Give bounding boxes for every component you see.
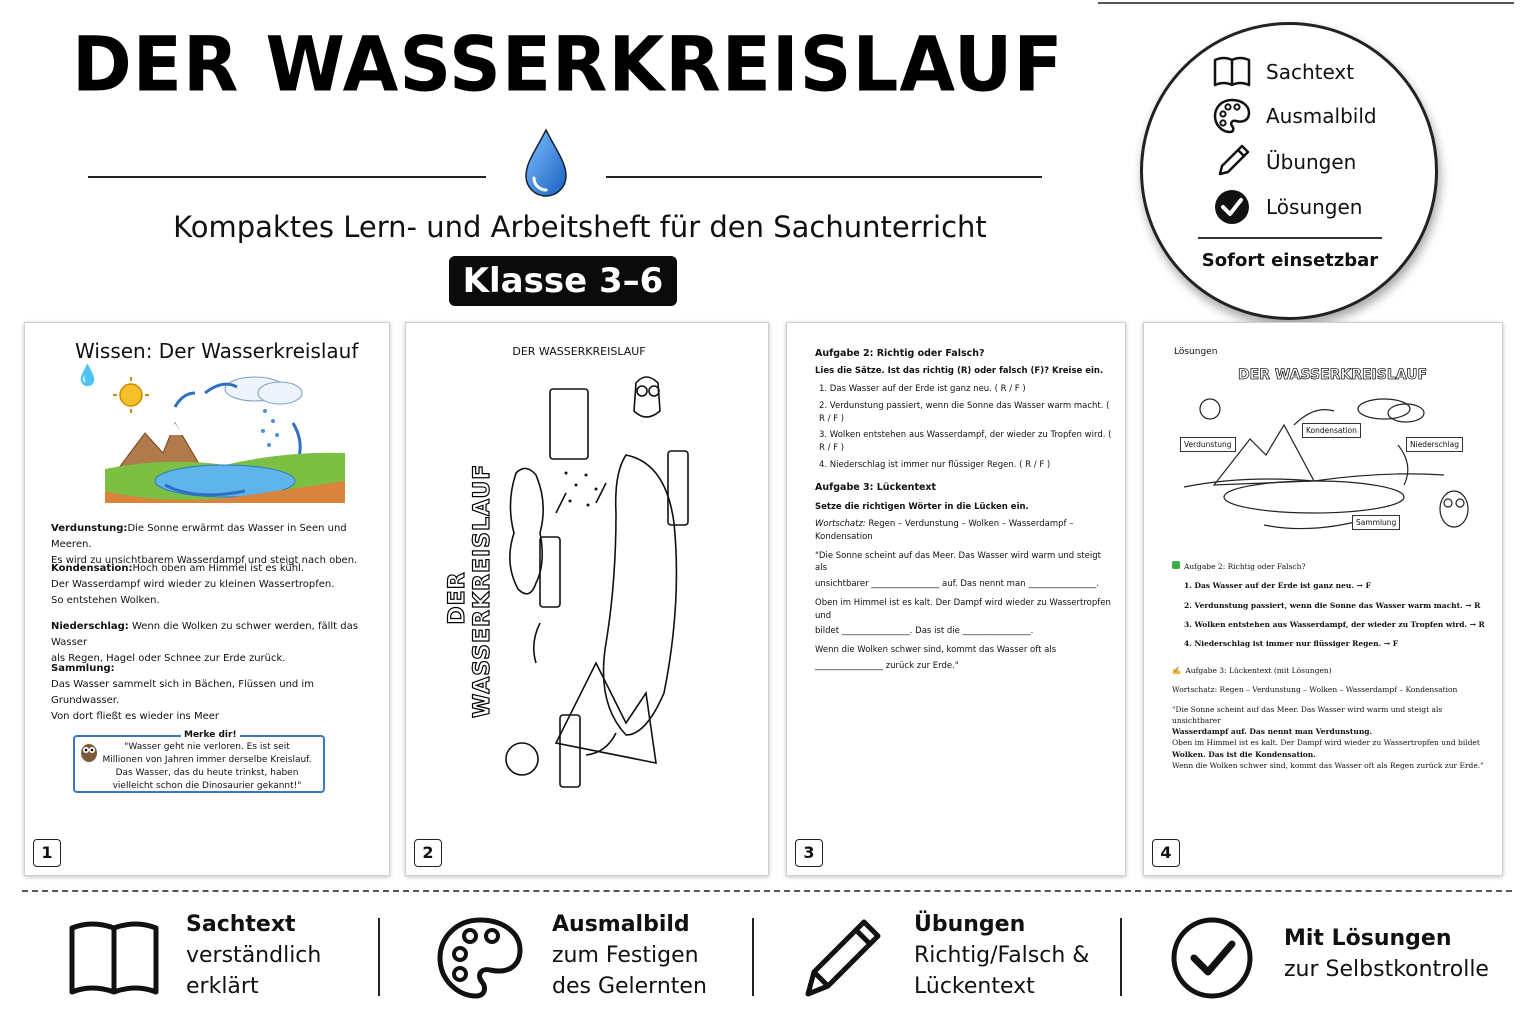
feature-title: Übungen bbox=[914, 912, 1026, 937]
sol-task3-line: Oben im Himmel ist es kalt. Der Dampf wird wieder zu Wassertropfen und bildet bbox=[1172, 738, 1480, 748]
sol-task3-vocab: Wortschatz: Regen – Verdunstung – Wolken – Wasserdampf – Kondensation bbox=[1172, 685, 1458, 695]
grade-badge: Klasse 3–6 bbox=[449, 256, 677, 306]
task3-line: Oben im Himmel ist es kalt. Der Dampf wird wieder zu Wassertropfen und bbox=[815, 597, 1111, 621]
preview-page-2 bbox=[405, 322, 769, 876]
feature-ausmalbild bbox=[432, 910, 707, 1006]
para-verdunstung: Verdunstung:Die Sonne erwärmt das Wasser in Seen und Meeren. Es wird zu unsichtbarem Wasserdampf und steigt nach oben. bbox=[51, 523, 358, 566]
title-rule-left bbox=[88, 176, 486, 178]
task2-block bbox=[815, 347, 1115, 472]
coloring-diagram bbox=[496, 363, 766, 803]
top-rule bbox=[1098, 2, 1514, 4]
merke-line: vielleicht schon die Dinosaurier gekannt!" bbox=[112, 781, 302, 792]
page-number: 3 bbox=[795, 839, 823, 867]
para-kondensation: Kondensation:Hoch oben am Himmel ist es kühl. Der Wasserdampf wird wieder zu kleinen Wassertropfen. So entstehen Wolken. bbox=[51, 563, 335, 606]
palette-icon bbox=[1212, 96, 1252, 136]
merke-box bbox=[73, 730, 325, 793]
tag-verdunstung: Verdunstung bbox=[1180, 437, 1236, 452]
book-icon bbox=[1212, 52, 1252, 92]
preview-page-3 bbox=[786, 322, 1126, 876]
feature-uebungen bbox=[794, 910, 1089, 1006]
para-sammlung: Sammlung: Das Wasser sammelt sich in Bächen, Flüssen und im Grundwasser. Von dort fließt es wieder ins Meer bbox=[51, 663, 314, 722]
seal-item-label: Sachtext bbox=[1266, 60, 1355, 84]
feature-line: zur Selbstkontrolle bbox=[1284, 956, 1489, 982]
page-number: 4 bbox=[1152, 839, 1180, 867]
check-icon bbox=[1164, 910, 1260, 1006]
page-title: DER WASSERKREISLAUF bbox=[72, 19, 1064, 109]
merke-title: Merke dir! bbox=[181, 729, 240, 742]
sol-task2-item: 2. Verdunstung passiert, wenn die Sonne das Wasser warm macht. → R bbox=[1184, 600, 1481, 610]
task3-title: Aufgabe 3: Lückentext bbox=[815, 482, 937, 493]
feature-title: Mit Lösungen bbox=[1284, 926, 1452, 951]
pencil-icon bbox=[1212, 142, 1252, 182]
hand-icon: ✍ bbox=[1172, 666, 1182, 675]
water-cycle-illustration bbox=[105, 373, 345, 503]
merke-line: Millionen von Jahren immer derselbe Kreislauf. bbox=[102, 755, 312, 766]
feature-separator bbox=[1120, 918, 1122, 996]
sol-task3-line: Wolken. Das ist die Kondensation. bbox=[1172, 749, 1316, 759]
feature-title: Sachtext bbox=[186, 912, 296, 937]
seal-footer: Sofort einsetzbar bbox=[1201, 250, 1379, 271]
task3-intro: Setze die richtigen Wörter in die Lücken ein. bbox=[815, 502, 1029, 513]
tag-sammlung: Sammlung bbox=[1352, 515, 1400, 530]
seal-divider bbox=[1198, 237, 1382, 239]
preview-page-4 bbox=[1143, 322, 1503, 876]
book-icon bbox=[66, 910, 162, 1006]
sol-task3-line: Wenn die Wolken schwer sind, kommt das Wasser oft als Regen zurück zur Erde." bbox=[1172, 760, 1484, 770]
seal-item-label: Ausmalbild bbox=[1266, 104, 1377, 128]
merke-line: "Wasser geht nie verloren. Es ist seit bbox=[124, 742, 290, 752]
title-rule-right bbox=[606, 176, 1042, 178]
water-drop-icon bbox=[522, 128, 570, 200]
sol-task3-title: ✍ Aufgabe 3: Lückentext (mit Lösungen) bbox=[1172, 666, 1332, 675]
page1-heading: Wissen: Der Wasserkreislauf 💧 bbox=[75, 339, 359, 387]
task3-line: bildet ________________. Das ist die ________________. bbox=[815, 626, 1034, 637]
sol-task2-item: 1. Das Wasser auf der Erde ist ganz neu. → F bbox=[1184, 581, 1371, 591]
page2-vertical-title: DER WASSERKREISLAUF bbox=[445, 463, 495, 718]
feature-loesungen bbox=[1164, 910, 1489, 1006]
feature-line: Richtig/Falsch & bbox=[914, 942, 1090, 968]
para-niederschlag: Niederschlag: Wenn die Wolken zu schwer werden, fällt das Wasser als Regen, Hagel oder Schnee zur Erde zurück. bbox=[51, 621, 358, 664]
tag-niederschlag: Niederschlag bbox=[1406, 437, 1463, 452]
page-number: 2 bbox=[414, 839, 442, 867]
seal-item-loesungen bbox=[1212, 187, 1362, 227]
seal-item-uebungen bbox=[1212, 142, 1356, 182]
feature-separator bbox=[752, 918, 754, 996]
feature-line: verständlich bbox=[186, 942, 322, 968]
seal-item-ausmalbild bbox=[1212, 96, 1377, 136]
task3-block bbox=[815, 481, 1115, 673]
tag-kondensation: Kondensation bbox=[1302, 423, 1361, 438]
task2-title: Aufgabe 2: Richtig oder Falsch? bbox=[815, 348, 985, 359]
dashed-divider bbox=[22, 890, 1512, 892]
task3-line: "Die Sonne scheint auf das Meer. Das Wasser wird warm und steigt als bbox=[815, 550, 1101, 574]
solutions-diagram bbox=[1184, 385, 1474, 535]
task3-line: ________________ zurück zur Erde." bbox=[815, 660, 959, 671]
task3-line: Wenn die Wolken schwer sind, kommt das Wasser oft als bbox=[815, 645, 1057, 655]
seal-item-sachtext bbox=[1212, 52, 1354, 92]
solutions-label: Lösungen bbox=[1174, 347, 1218, 357]
owl-icon bbox=[79, 741, 99, 763]
feature-line: Lückentext bbox=[914, 973, 1035, 999]
sol-task3-line: Wasserdampf auf. Das nennt man Verdunstung. bbox=[1172, 727, 1373, 736]
sol-task2-item: 4. Niederschlag ist immer nur flüssiger Regen. → F bbox=[1184, 639, 1399, 648]
task2-item: 3. Wolken entstehen aus Wasserdampf, der wieder zu Tropfen wird. ( R / F ) bbox=[819, 430, 1112, 453]
feature-line: zum Festigen bbox=[552, 942, 699, 968]
task2-item: 2. Verdunstung passiert, wenn die Sonne das Wasser warm macht. ( R / F ) bbox=[819, 400, 1110, 424]
page-number: 1 bbox=[33, 839, 61, 867]
sol-task2-title: Aufgabe 2: Richtig oder Falsch? bbox=[1172, 561, 1492, 572]
check-box-icon bbox=[1172, 561, 1180, 569]
solutions-diagram-title: DER WASSERKREISLAUF bbox=[1238, 367, 1428, 383]
sol-task3-block bbox=[1172, 665, 1492, 771]
feature-sachtext bbox=[66, 910, 321, 1006]
preview-page-1 bbox=[24, 322, 390, 876]
feature-line: des Gelernten bbox=[552, 973, 707, 999]
task2-item: 1. Das Wasser auf der Erde ist ganz neu. ( R / F ) bbox=[819, 384, 1026, 394]
merke-line: Das Wasser, das du heute trinkst, haben bbox=[115, 768, 299, 779]
task3-vocab: Wortschatz: Regen – Verdunstung – Wolken – Wasserdampf – Kondensation bbox=[815, 519, 1074, 542]
page2-heading: DER WASSERKREISLAUF bbox=[512, 345, 646, 358]
feature-line: erklärt bbox=[186, 973, 259, 999]
sol-task2-item: 3. Wolken entstehen aus Wasserdampf, der wieder zu Tropfen wird. → R bbox=[1184, 619, 1485, 629]
subtitle: Kompaktes Lern- und Arbeitsheft für den Sachunterricht bbox=[173, 210, 987, 244]
sol-task2-block bbox=[1172, 561, 1492, 649]
task2-item: 4. Niederschlag ist immer nur flüssiger Regen. ( R / F ) bbox=[819, 459, 1051, 470]
pencil-icon bbox=[794, 910, 890, 1006]
seal-item-label: Lösungen bbox=[1266, 195, 1363, 219]
feature-separator bbox=[378, 918, 380, 996]
check-icon bbox=[1212, 187, 1252, 227]
feature-title: Ausmalbild bbox=[552, 912, 690, 937]
task3-line: unsichtbarer ________________ auf. Das nennt man ________________. bbox=[815, 579, 1099, 589]
sol-task3-line: "Die Sonne scheint auf das Meer. Das Wasser wird warm und steigt als unsichtbarer bbox=[1172, 704, 1443, 725]
palette-icon bbox=[432, 910, 528, 1006]
seal-item-label: Übungen bbox=[1266, 150, 1357, 174]
task2-intro: Lies die Sätze. Ist das richtig (R) oder falsch (F)? Kreise ein. bbox=[815, 366, 1104, 377]
